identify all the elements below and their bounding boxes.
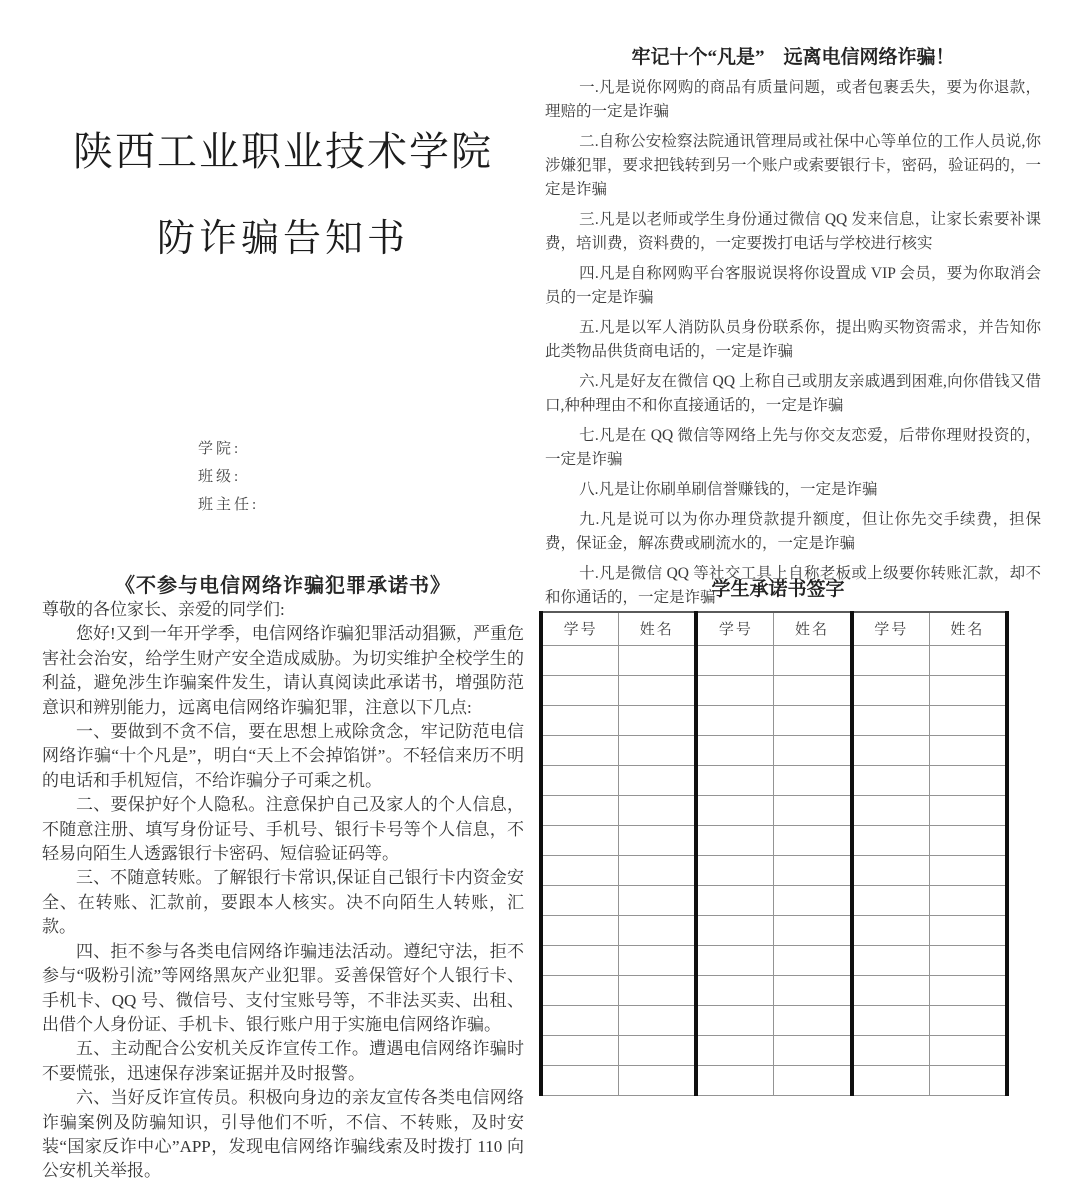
signature-blank-cell (774, 795, 852, 825)
signature-blank-cell (852, 1005, 930, 1035)
signature-blank-cell (696, 795, 774, 825)
signature-blank-cell (619, 705, 697, 735)
pledge-title: 《不参与电信网络诈骗犯罪承诺书》 (115, 575, 451, 597)
signature-blank-cell (696, 1065, 774, 1095)
signature-table-row (541, 945, 1007, 975)
notice-item: 三.凡是以老师或学生身份通过微信 QQ 发来信息，让家长索要补课费，培训费，资料费的，一定要拨打电话与学校进行核实 (545, 211, 1041, 252)
signature-blank-cell (619, 795, 697, 825)
notice-item: 一.凡是说你网购的商品有质量问题，或者包裹丢失，要为你退款，理赔的一定是诈骗 (545, 79, 1041, 120)
signature-blank-cell (541, 735, 619, 765)
signature-blank-cell (774, 855, 852, 885)
signature-blank-cell (774, 645, 852, 675)
notice-item: 五.凡是以军人消防队员身份联系你，提出购买物资需求，并告知你此类物品供货商电话的，一定是诈骗 (545, 319, 1041, 360)
notice-item: 六.凡是好友在微信 QQ 上称自己或朋友亲戚遇到困难,向你借钱又借口,种种理由不和你直接通话的，一定是诈骗 (545, 373, 1041, 414)
signature-blank-cell (541, 1005, 619, 1035)
signature-blank-cell (852, 885, 930, 915)
signature-blank-cell (852, 855, 930, 885)
signature-blank-cell (852, 1065, 930, 1095)
notice-item: 九.凡是说可以为你办理贷款提升额度，但让你先交手续费，担保费，保证金，解冻费或刷流水的，一定是诈骗 (545, 511, 1041, 552)
notice-item: 二.自称公安检察法院通讯管理局或社保中心等单位的工作人员说,你涉嫌犯罪，要求把钱转到另一个账户或索要银行卡，密码，验证码的，一定是诈骗 (545, 133, 1042, 198)
signature-blank-cell (774, 1035, 852, 1065)
signature-blank-cell (619, 885, 697, 915)
signature-blank-cell (541, 765, 619, 795)
signature-blank-cell (929, 975, 1007, 1005)
signature-blank-cell (619, 1065, 697, 1095)
table-header-cell: 学号 (541, 612, 619, 645)
table-header-cell: 姓名 (619, 612, 697, 645)
signature-blank-cell (619, 645, 697, 675)
pledge-paragraph: 您好!又到一年开学季，电信网络诈骗犯罪活动猖獗，严重危害社会治安，给学生财产安全造成威胁。为切实维护全校学生的利益，避免涉生诈骗案件发生，请认真阅读此承诺书，增强防范意识和辨别能力，远离电信网络诈骗犯罪，注意以下几点: (42, 624, 524, 717)
signature-blank-cell (929, 945, 1007, 975)
signature-blank-cell (619, 765, 697, 795)
signature-blank-cell (696, 855, 774, 885)
signature-blank-cell (929, 765, 1007, 795)
signature-blank-cell (852, 1035, 930, 1065)
signature-blank-cell (541, 705, 619, 735)
signature-table-row (541, 675, 1007, 705)
signature-blank-cell (619, 915, 697, 945)
field-class: 班级: (198, 469, 242, 485)
signature-blank-cell (696, 735, 774, 765)
signature-table-row (541, 855, 1007, 885)
signature-blank-cell (541, 645, 619, 675)
signature-table-row (541, 885, 1007, 915)
table-header-cell: 姓名 (774, 612, 852, 645)
signature-table-row (541, 1065, 1007, 1095)
signature-blank-cell (929, 735, 1007, 765)
signature-blank-cell (541, 795, 619, 825)
signature-blank-cell (774, 825, 852, 855)
notice-item: 八.凡是让你刷单刷信誉赚钱的，一定是诈骗 (579, 481, 878, 498)
school-name-title: 陕西工业职业技术学院 (73, 129, 493, 174)
notice-item-list (545, 76, 1041, 616)
pledge-paragraph: 六、当好反诈宣传员。积极向身边的亲友宣传各类电信网络诈骗案例及防骗知识，引导他们不听，不信、不转账，及时安装“国家反诈中心”APP，发现电信网络诈骗线索及时拨打 110 向公安机关举报。 (42, 1088, 524, 1181)
signature-blank-cell (696, 915, 774, 945)
signature-table-row (541, 1035, 1007, 1065)
signature-blank-cell (619, 855, 697, 885)
document-title: 防诈骗告知书 (156, 218, 409, 260)
signature-table-row (541, 645, 1007, 675)
signature-table-row (541, 975, 1007, 1005)
signature-blank-cell (774, 1065, 852, 1095)
signature-blank-cell (852, 915, 930, 945)
notice-item: 四.凡是自称网购平台客服说误将你设置成 VIP 会员，要为你取消会员的一定是诈骗 (545, 265, 1041, 306)
signature-blank-cell (929, 1065, 1007, 1095)
pledge-paragraph: 五、主动配合公安机关反诈宣传工作。遭遇电信网络诈骗时不要慌张，迅速保存涉案证据并及时报警。 (42, 1039, 524, 1083)
signature-blank-cell (929, 1005, 1007, 1035)
pledge-paragraph: 四、拒不参与各类电信网络诈骗违法活动。遵纪守法，拒不参与“吸粉引流”等网络黑灰产业犯罪。妥善保管好个人银行卡、手机卡、QQ 号、微信号、支付宝账号等，不非法买卖、出租、出借个人身份证、手机卡、银行账户用于实施电信网络诈骗。 (42, 941, 524, 1034)
signature-blank-cell (696, 945, 774, 975)
signature-blank-cell (852, 795, 930, 825)
signature-blank-cell (929, 915, 1007, 945)
signature-blank-cell (929, 795, 1007, 825)
signature-blank-cell (774, 675, 852, 705)
signature-blank-cell (541, 825, 619, 855)
signature-blank-cell (774, 1005, 852, 1035)
signature-blank-cell (852, 645, 930, 675)
table-header-cell: 姓名 (929, 612, 1007, 645)
pledge-paragraph: 尊敬的各位家长、亲爱的同学们: (42, 600, 285, 619)
field-head-teacher: 班主任: (198, 497, 260, 513)
signature-blank-cell (696, 675, 774, 705)
signature-blank-cell (541, 945, 619, 975)
signature-blank-cell (696, 1035, 774, 1065)
signature-blank-cell (619, 735, 697, 765)
signature-blank-cell (696, 1005, 774, 1035)
signature-blank-cell (929, 885, 1007, 915)
signature-section-title: 学生承诺书签字 (711, 579, 845, 600)
signature-table-row (541, 915, 1007, 945)
signature-blank-cell (929, 675, 1007, 705)
notice-item: 十.凡是微信 QQ 等社交工具上自称老板或上级要你转账汇款，却不和你通话的，一定是诈骗 (545, 565, 1041, 606)
signature-blank-cell (619, 825, 697, 855)
signature-blank-cell (852, 975, 930, 1005)
signature-blank-cell (696, 705, 774, 735)
signature-blank-cell (929, 825, 1007, 855)
signature-table-row (541, 705, 1007, 735)
notice-item: 七.凡是在 QQ 微信等网络上先与你交友恋爱，后带你理财投资的，一定是诈骗 (545, 427, 1041, 468)
signature-blank-cell (774, 945, 852, 975)
signature-blank-cell (696, 825, 774, 855)
signature-blank-cell (696, 885, 774, 915)
pledge-paragraph: 一、要做到不贪不信，要在思想上戒除贪念，牢记防范电信网络诈骗“十个凡是”，明白“天上不会掉馅饼”。不轻信来历不明的电话和手机短信，不给诈骗分子可乘之机。 (42, 722, 524, 790)
fill-in-fields (198, 435, 259, 519)
pledge-paragraph: 三、不随意转账。了解银行卡常识,保证自己银行卡内资金安全、在转账、汇款前，要跟本人核实。决不向陌生人转账，汇款。 (42, 868, 524, 937)
signature-blank-cell (696, 645, 774, 675)
notice-title: 牢记十个“凡是” 远离电信网络诈骗！ (631, 47, 955, 68)
table-header-cell: 学号 (852, 612, 930, 645)
signature-blank-cell (774, 705, 852, 735)
signature-blank-cell (541, 915, 619, 945)
signature-blank-cell (852, 765, 930, 795)
pledge-body (42, 598, 524, 1184)
signature-blank-cell (774, 765, 852, 795)
signature-blank-cell (852, 945, 930, 975)
signature-blank-cell (541, 885, 619, 915)
signature-blank-cell (929, 705, 1007, 735)
signature-table-row (541, 795, 1007, 825)
signature-blank-cell (541, 675, 619, 705)
signature-blank-cell (619, 1005, 697, 1035)
signature-blank-cell (541, 1035, 619, 1065)
table-header-cell: 学号 (696, 612, 774, 645)
signature-blank-cell (619, 675, 697, 705)
signature-blank-cell (619, 945, 697, 975)
signature-blank-cell (774, 735, 852, 765)
signature-blank-cell (541, 855, 619, 885)
signature-blank-cell (541, 1065, 619, 1095)
signature-blank-cell (852, 825, 930, 855)
pledge-paragraph: 二、要保护好个人隐私。注意保护自己及家人的个人信息，不随意注册、填写身份证号、手机号、银行卡号等个人信息，不轻易向陌生人透露银行卡密码、短信验证码等。 (42, 795, 524, 864)
signature-blank-cell (619, 1035, 697, 1065)
field-college: 学院: (198, 441, 242, 457)
signature-table (539, 611, 1009, 1096)
signature-table-header-row (541, 612, 1007, 645)
signature-blank-cell (774, 885, 852, 915)
signature-blank-cell (929, 645, 1007, 675)
signature-blank-cell (541, 975, 619, 1005)
signature-blank-cell (774, 915, 852, 945)
signature-table-row (541, 825, 1007, 855)
signature-blank-cell (852, 675, 930, 705)
signature-blank-cell (774, 975, 852, 1005)
signature-blank-cell (929, 855, 1007, 885)
signature-table-row (541, 765, 1007, 795)
signature-table-row (541, 1005, 1007, 1035)
signature-blank-cell (852, 735, 930, 765)
signature-blank-cell (696, 975, 774, 1005)
signature-blank-cell (619, 975, 697, 1005)
signature-table-row (541, 735, 1007, 765)
signature-blank-cell (929, 1035, 1007, 1065)
signature-blank-cell (696, 765, 774, 795)
signature-blank-cell (852, 705, 930, 735)
